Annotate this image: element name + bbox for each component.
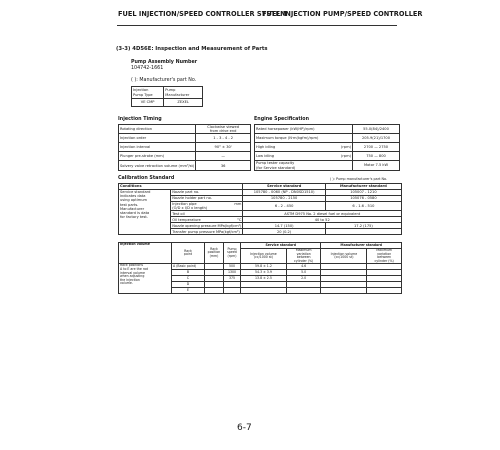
retraction-volume-label: Solvery valve retraction volume (mm³/st) xyxy=(119,161,196,171)
injection-order-label: Injection order xyxy=(119,134,196,143)
pump-note: ( ): Manufacturer's part No. xyxy=(131,78,197,83)
tester-capacity-value: Motor 7.5 kW xyxy=(353,161,400,171)
iv-e xyxy=(241,288,287,294)
nozzle-pressure-label: Nozzle opening pressure MPa(kgf/cm²) xyxy=(172,223,242,228)
iv-manufacturer-var-header: Maximum variation between cylinder (%) xyxy=(367,249,402,264)
iv-manufacturer-volume-header: Injection volume (cc/1000 st) xyxy=(321,249,367,264)
var-b: 5.0 xyxy=(286,270,321,276)
rack-point-b: B xyxy=(172,270,205,276)
nozzle-pressure-manufacturer: 17.2 (175) xyxy=(325,223,401,229)
plunger-prestroke-value: — xyxy=(196,152,251,161)
iv-service-var-header: Maximum variation between cylinder (%) xyxy=(286,249,321,264)
iv-b: 54.3 ± 3.9 xyxy=(241,270,287,276)
injection-timing-table xyxy=(118,124,251,171)
var-c: 2.0 xyxy=(286,276,321,282)
page-number: 6-7 xyxy=(237,423,252,433)
service-header: Service standard xyxy=(243,184,325,190)
iv-service-header: Service standard xyxy=(241,243,321,249)
max-torque-label: Maximum torque (N·m(kgfm)/rpm) xyxy=(255,134,353,143)
var-a: 4.6 xyxy=(286,264,321,270)
injection-order-value: 1 - 3 - 4 - 2 xyxy=(196,134,251,143)
injection-volume-left-note: Rack positions A to E are the rod interval volume when adjusting the injection volume. xyxy=(119,264,172,294)
manufacturer-header: Manufacturer standard xyxy=(325,184,401,190)
injection-interval-value: 90° ± 30' xyxy=(196,143,251,152)
pump-speed-a: 500 xyxy=(224,264,241,270)
nozzle-pressure-service: 14.7 (150) xyxy=(243,223,325,229)
tester-capacity-label: Pump tester capacity (for Service standard) xyxy=(255,161,353,171)
high-idling-value: 2700 — 2750 xyxy=(353,143,400,152)
conditions-header: Conditions xyxy=(119,184,243,190)
header-left: FUEL INJECTION/SPEED CONTROLLER SYSTEM xyxy=(118,10,287,18)
calibration-left-note: Service standard indicates data using optimum test parts. Manufacturer standard is data for factory test. xyxy=(119,190,171,235)
nozzle-part-manufacturer: 105007 - 1210 xyxy=(325,190,401,196)
injection-volume-title: Injection volume xyxy=(119,243,172,264)
high-idling-label: High idling (rpm) xyxy=(255,143,353,152)
injection-volume-table xyxy=(118,242,402,294)
iv-c: 13.8 ± 2.5 xyxy=(241,276,287,282)
calibration-title: Calibration Standard xyxy=(118,176,175,181)
pump-speed-b: 1300 xyxy=(224,270,241,276)
low-idling-value: 750 — 800 xyxy=(353,152,400,161)
var-mfr-e xyxy=(367,288,402,294)
rated-hp-value: 55.0(84)/2400 xyxy=(353,125,400,134)
plunger-prestroke-label: Plunger pre-stroke (mm) xyxy=(119,152,196,161)
iv-a: 59.8 ± 1.2 xyxy=(241,264,287,270)
iv-mfr-e xyxy=(321,288,367,294)
pump-speed-e xyxy=(224,288,241,294)
header-right: FUEL INJECTION PUMP/SPEED CONTROLLER xyxy=(262,10,423,18)
test-oil-value: ASTM D975 No. 2 diesel fuel or equivalent xyxy=(243,211,402,217)
pump-type-header: Injection Pump Type xyxy=(132,87,164,99)
rack-point-c: C xyxy=(172,276,205,282)
header-rule xyxy=(117,25,397,26)
rack-point-d: D xyxy=(172,282,205,288)
nozzle-part-label: Nozzle part no. xyxy=(171,190,243,196)
engine-spec-title: Engine Specification xyxy=(254,117,310,122)
rotating-direction-value: Clockwise viewed from drive end xyxy=(196,125,251,134)
rotating-direction-label: Rotating direction xyxy=(119,125,196,134)
rack-point-header: Rack point xyxy=(172,243,205,264)
oil-temp-label: Oil temperature °C xyxy=(172,217,242,222)
rack-point-e: E xyxy=(172,288,205,294)
iv-service-volume-header: Injection volume (cc/1000 st) xyxy=(241,249,287,264)
nozzle-holder-label: Nozzle holder part no. xyxy=(171,196,243,202)
rack-position-header: Rack position (mm) xyxy=(205,243,224,264)
engine-spec-table xyxy=(254,124,400,171)
calibration-table xyxy=(118,183,402,235)
pump-speed-c: 375 xyxy=(224,276,241,282)
calibration-note: ( ): Pump manufacturer's part No. xyxy=(330,177,388,181)
pump-title: Pump Assembly Number xyxy=(131,60,198,65)
injection-pipe-service: 6 - 2 - 450 xyxy=(243,202,325,211)
nozzle-part-service: 105780 - 0060 (NP - DN0SD1510) xyxy=(243,190,325,196)
iv-manufacturer-header: Manufacturer standard xyxy=(321,243,402,249)
nozzle-holder-manufacturer: 105076 - 0580 xyxy=(325,196,401,202)
injection-timing-title: Injection Timing xyxy=(118,117,162,122)
test-oil-label: Test oil xyxy=(171,211,243,217)
rated-hp-label: Rated horsepower (kW(HP)/rpm) xyxy=(255,125,353,134)
injection-pipe-manufacturer: 6 - 1.6 - 510 xyxy=(325,202,401,211)
retraction-volume-value: 36 xyxy=(196,161,251,171)
pump-speed-header: Pump speed (rpm) xyxy=(224,243,241,264)
injection-pipe-label: Injection pipe (O/D x I/D x length) mm xyxy=(172,202,242,211)
transfer-pressure-manufacturer xyxy=(325,229,401,235)
pump-manufacturer-value: ZEXEL xyxy=(164,99,203,107)
pump-type-value: VE CMP xyxy=(132,99,164,107)
low-idling-label: Low idling (rpm) xyxy=(255,152,353,161)
section-title: (3-3) 4D56E: Inspection and Measurement of Parts xyxy=(116,46,268,52)
transfer-pressure-service: 20 (0.2) xyxy=(243,229,325,235)
pump-type-table xyxy=(131,86,203,107)
nozzle-holder-service: 105780 - 2150 xyxy=(243,196,325,202)
pump-manufacturer-header: Pump Manufacturer xyxy=(164,87,203,99)
transfer-pressure-label: Transfer pump pressure MPa(kgf/cm²) xyxy=(171,229,243,235)
max-torque-value: 205.9(21)/1700 xyxy=(353,134,400,143)
rack-point-a: A (Basic point) xyxy=(172,264,205,270)
injection-interval-label: Injection interval xyxy=(119,143,196,152)
var-e xyxy=(286,288,321,294)
rack-pos-e xyxy=(205,288,224,294)
pump-number: 104742-1661 xyxy=(131,66,164,71)
oil-temp-value: 40 to 52 xyxy=(243,217,402,223)
